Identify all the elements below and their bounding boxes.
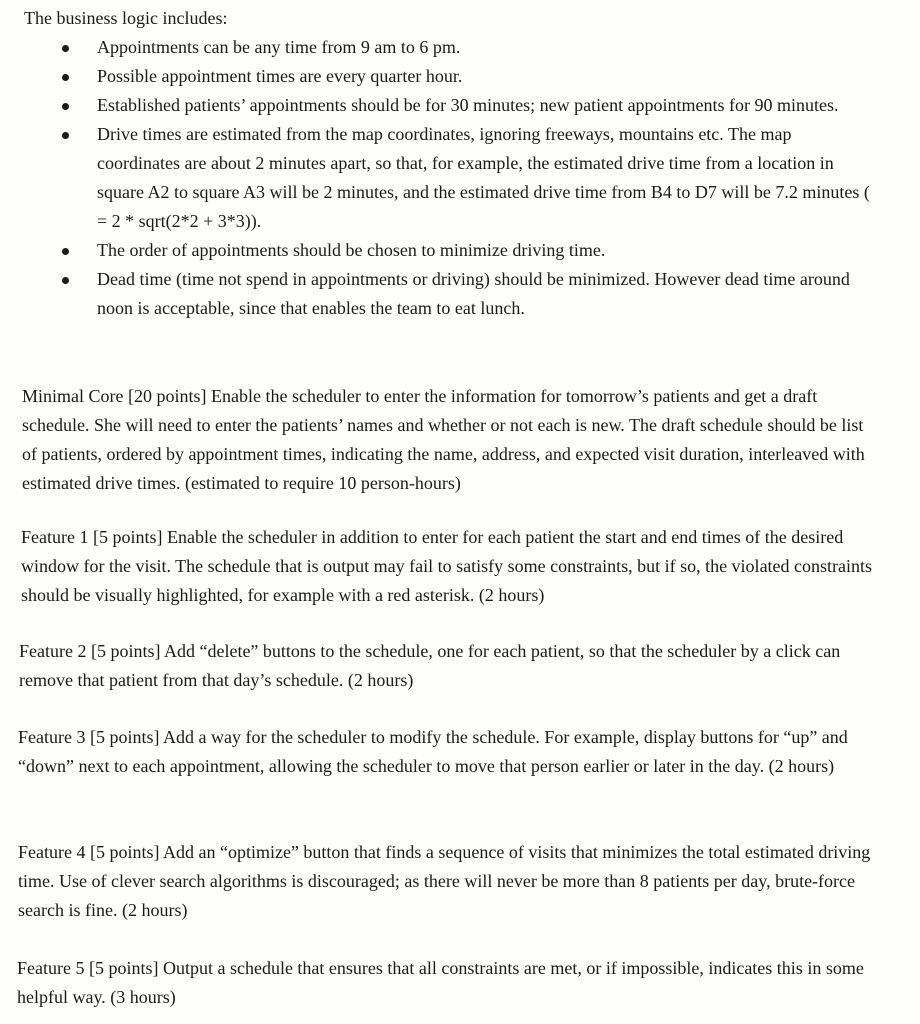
- list-item-text: Drive times are estimated from the map coordinates, ignoring freeways, mountains etc. The map coordinates are about 2 minutes apart, so that, for example, the estimated drive time from a location in square A2 to square A3 will be 2 minutes, and the estimated drive time from B4 to D7 will be 7.2 minutes ( = 2 * sqrt(2*2 + 3*3)).: [97, 124, 870, 231]
- intro-heading: The business logic includes:: [24, 8, 228, 28]
- minimal-core-paragraph: Minimal Core [20 points] Enable the scheduler to enter the information for tomorrow’s patients and get a draft schedule. She will need to enter the patients’ names and whether or not each is new. The draft schedule should be list of patients, ordered by appointment times, indicating the name, address, and expected visit duration, interleaved with estimated drive times. (estimated to require 10 person-hours): [22, 386, 865, 493]
- list-item-text: The order of appointments should be chosen to minimize driving time.: [97, 240, 606, 260]
- list-item-text: Established patients’ appointments should be for 30 minutes; new patient appointments for 90 minutes.: [97, 95, 839, 115]
- list-item: [0, 236, 877, 265]
- list-item: [0, 33, 877, 62]
- bullet-icon: [62, 45, 69, 52]
- feature-3-paragraph: Feature 3 [5 points] Add a way for the scheduler to modify the schedule. For example, display buttons for “up” and “down” next to each appointment, allowing the scheduler to move that person earlier or later in the day. (2 hours): [18, 727, 848, 776]
- bullet-icon: [62, 277, 69, 284]
- feature-5-paragraph: Feature 5 [5 points] Output a schedule that ensures that all constraints are met, or if impossible, indicates this in some helpful way. (3 hours): [17, 958, 864, 1007]
- bullet-icon: [62, 103, 69, 110]
- list-item-text: Possible appointment times are every quarter hour.: [97, 66, 463, 86]
- feature-1-paragraph: Feature 1 [5 points] Enable the scheduler in addition to enter for each patient the start and end times of the desired window for the visit. The schedule that is output may fail to satisfy some constraints, but if so, the violated constraints should be visually highlighted, for example with a red asterisk. (2 hours): [21, 527, 873, 605]
- bullet-icon: [62, 248, 69, 255]
- list-item-text: Appointments can be any time from 9 am to 6 pm.: [97, 37, 461, 57]
- feature-2-paragraph: Feature 2 [5 points] Add “delete” buttons to the schedule, one for each patient, so that the scheduler by a click can remove that patient from that day’s schedule. (2 hours): [19, 641, 841, 690]
- list-item: [0, 91, 877, 120]
- feature-4-paragraph: Feature 4 [5 points] Add an “optimize” button that finds a sequence of visits that minimizes the total estimated driving time. Use of clever search algorithms is discouraged; as there will never be more than 8 patients per day, brute-force search is fine. (2 hours): [18, 842, 871, 920]
- list-item-text: Dead time (time not spend in appointments or driving) should be minimized. However dead time around noon is acceptable, since that enables the team to eat lunch.: [97, 269, 850, 318]
- business-logic-list: [0, 33, 900, 323]
- bullet-icon: [62, 74, 69, 81]
- bullet-icon: [62, 132, 69, 139]
- list-item: [0, 265, 877, 323]
- list-item: [0, 62, 877, 91]
- list-item: [0, 120, 877, 236]
